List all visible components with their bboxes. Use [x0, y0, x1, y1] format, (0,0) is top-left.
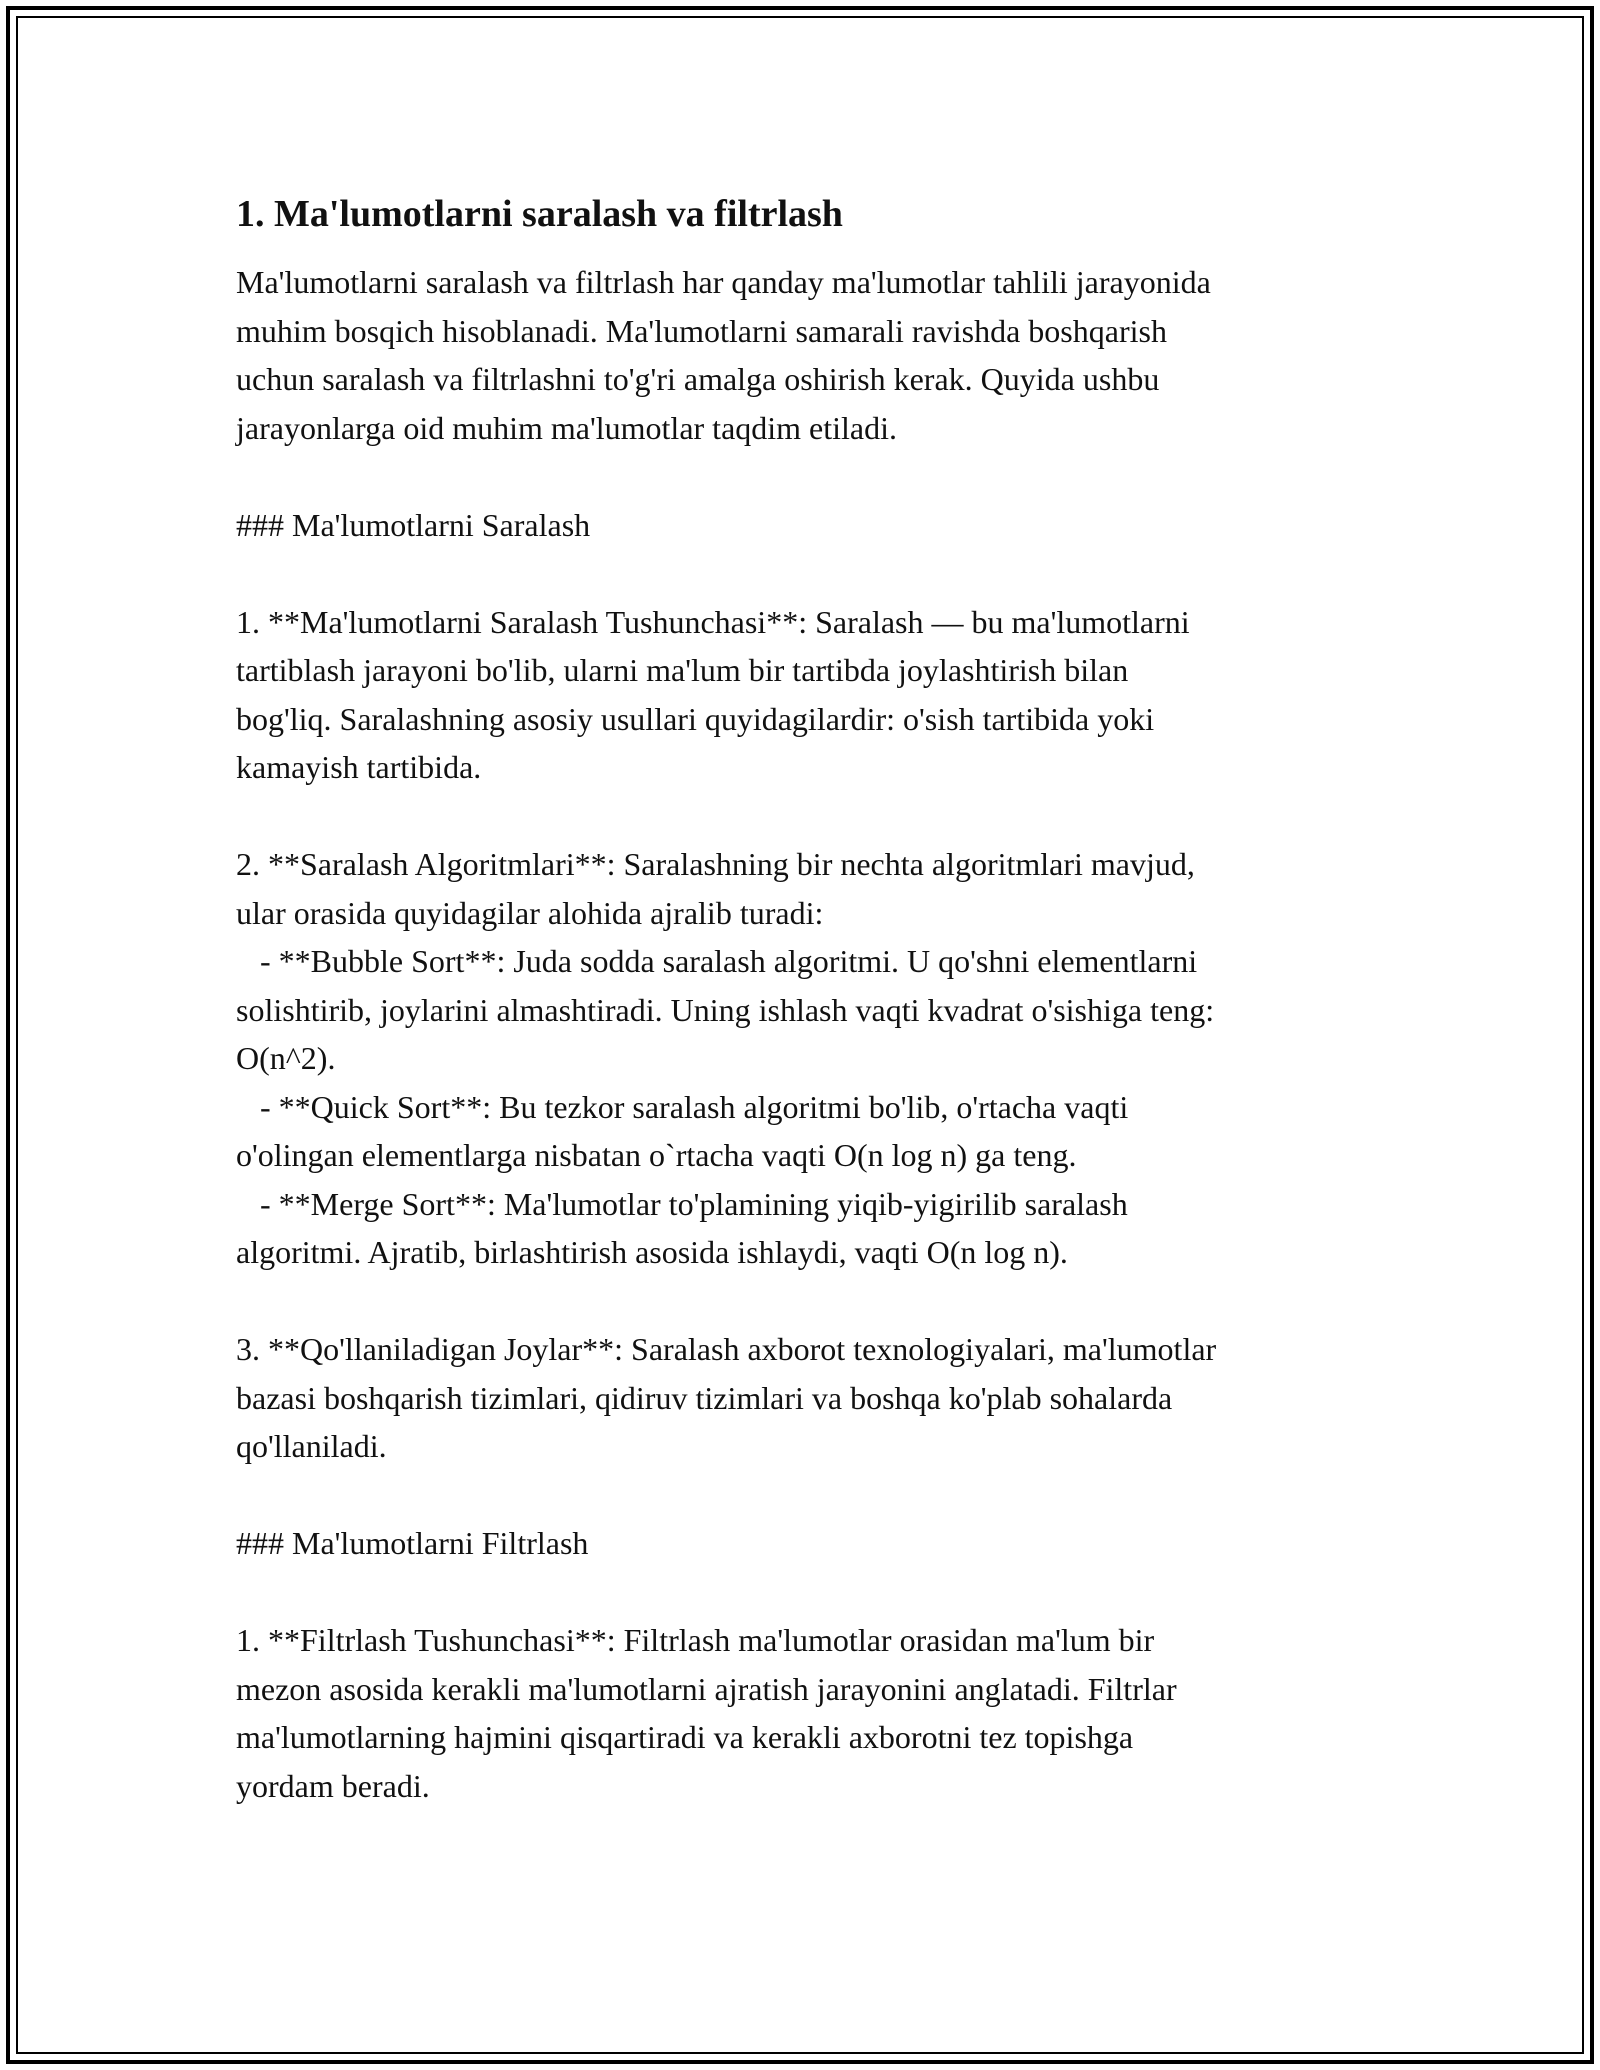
text-line: jarayonlarga oid muhim ma'lumotlar taqdim etiladi. [236, 409, 898, 446]
text-line: uchun saralash va filtrlashni to'g'ri amalga oshirish kerak. Quyida ushbu [236, 361, 1160, 397]
blank-line [236, 792, 1376, 841]
text-line: 2. **Saralash Algoritmlari**: Saralashning bir nechta algoritmlari mavjud, [236, 846, 1195, 882]
blank-line [236, 549, 1376, 598]
text-line: yordam beradi. [236, 1767, 430, 1804]
text-line: muhim bosqich hisoblanadi. Ma'lumotlarni samarali ravishda boshqarish [236, 312, 1167, 349]
text-line: O(n^2). [236, 1040, 336, 1076]
text-line: qo'llaniladi. [236, 1428, 387, 1464]
text-line: - **Merge Sort**: Ma'lumotlar to'plamining yiqib-yigirilib saralash [236, 1185, 1128, 1222]
text-line: 3. **Qo'llaniladigan Joylar**: Saralash axborot texnologiyalari, ma'lumotlar [236, 1331, 1217, 1367]
section-heading-line: ### Ma'lumotlarni Filtrlash [236, 1525, 589, 1561]
text-line: solishtirib, joylarini almashtiradi. Uning ishlash vaqti kvadrat o'sishiga teng: [236, 991, 1215, 1028]
text-line: bog'liq. Saralashning asosiy usullari quyidagilardir: o'sish tartibida yoki [236, 700, 1155, 737]
document-title: 1. Ma'lumotlarni saralash va filtrlash [236, 193, 843, 235]
text-line: ular orasida quyidagilar alohida ajralib turadi: [236, 894, 824, 931]
document-body [236, 190, 1376, 1810]
text-line: 1. **Filtrlash Tushunchasi**: Filtrlash ma'lumotlar orasidan ma'lum bir [236, 1622, 1155, 1658]
section-heading-line: ### Ma'lumotlarni Saralash [236, 506, 591, 543]
text-line: ma'lumotlarning hajmini qisqartiradi va kerakli axborotni tez topishga [236, 1719, 1134, 1755]
text-line: algoritmi. Ajratib, birlashtirish asosida ishlaydi, vaqti O(n log n). [236, 1234, 1068, 1270]
text-line: 1. **Ma'lumotlarni Saralash Tushunchasi**: Saralash — bu ma'lumotlarni [236, 603, 1190, 640]
text-line: - **Bubble Sort**: Juda sodda saralash algoritmi. U qo'shni elementlarni [236, 943, 1198, 979]
text-line: Ma'lumotlarni saralash va filtrlash har qanday ma'lumotlar tahlili jarayonida [236, 264, 1211, 300]
blank-line [236, 1471, 1376, 1520]
text-line: bazasi boshqarish tizimlari, qidiruv tizimlari va boshqa ko'plab sohalarda [236, 1379, 1173, 1416]
blank-line [236, 452, 1376, 501]
text-line: tartiblash jarayoni bo'lib, ularni ma'lum bir tartibda joylashtirish bilan [236, 652, 1129, 688]
document-text [236, 258, 1376, 1810]
text-line: o'olingan elementlarga nisbatan o`rtacha vaqti O(n log n) ga teng. [236, 1137, 1077, 1173]
blank-line [236, 1277, 1376, 1326]
text-line: - **Quick Sort**: Bu tezkor saralash algoritmi bo'lib, o'rtacha vaqti [236, 1088, 1129, 1125]
blank-line [236, 1568, 1376, 1617]
text-line: mezon asosida kerakli ma'lumotlarni ajratish jarayonini anglatadi. Filtrlar [236, 1670, 1177, 1707]
text-line: kamayish tartibida. [236, 749, 482, 785]
